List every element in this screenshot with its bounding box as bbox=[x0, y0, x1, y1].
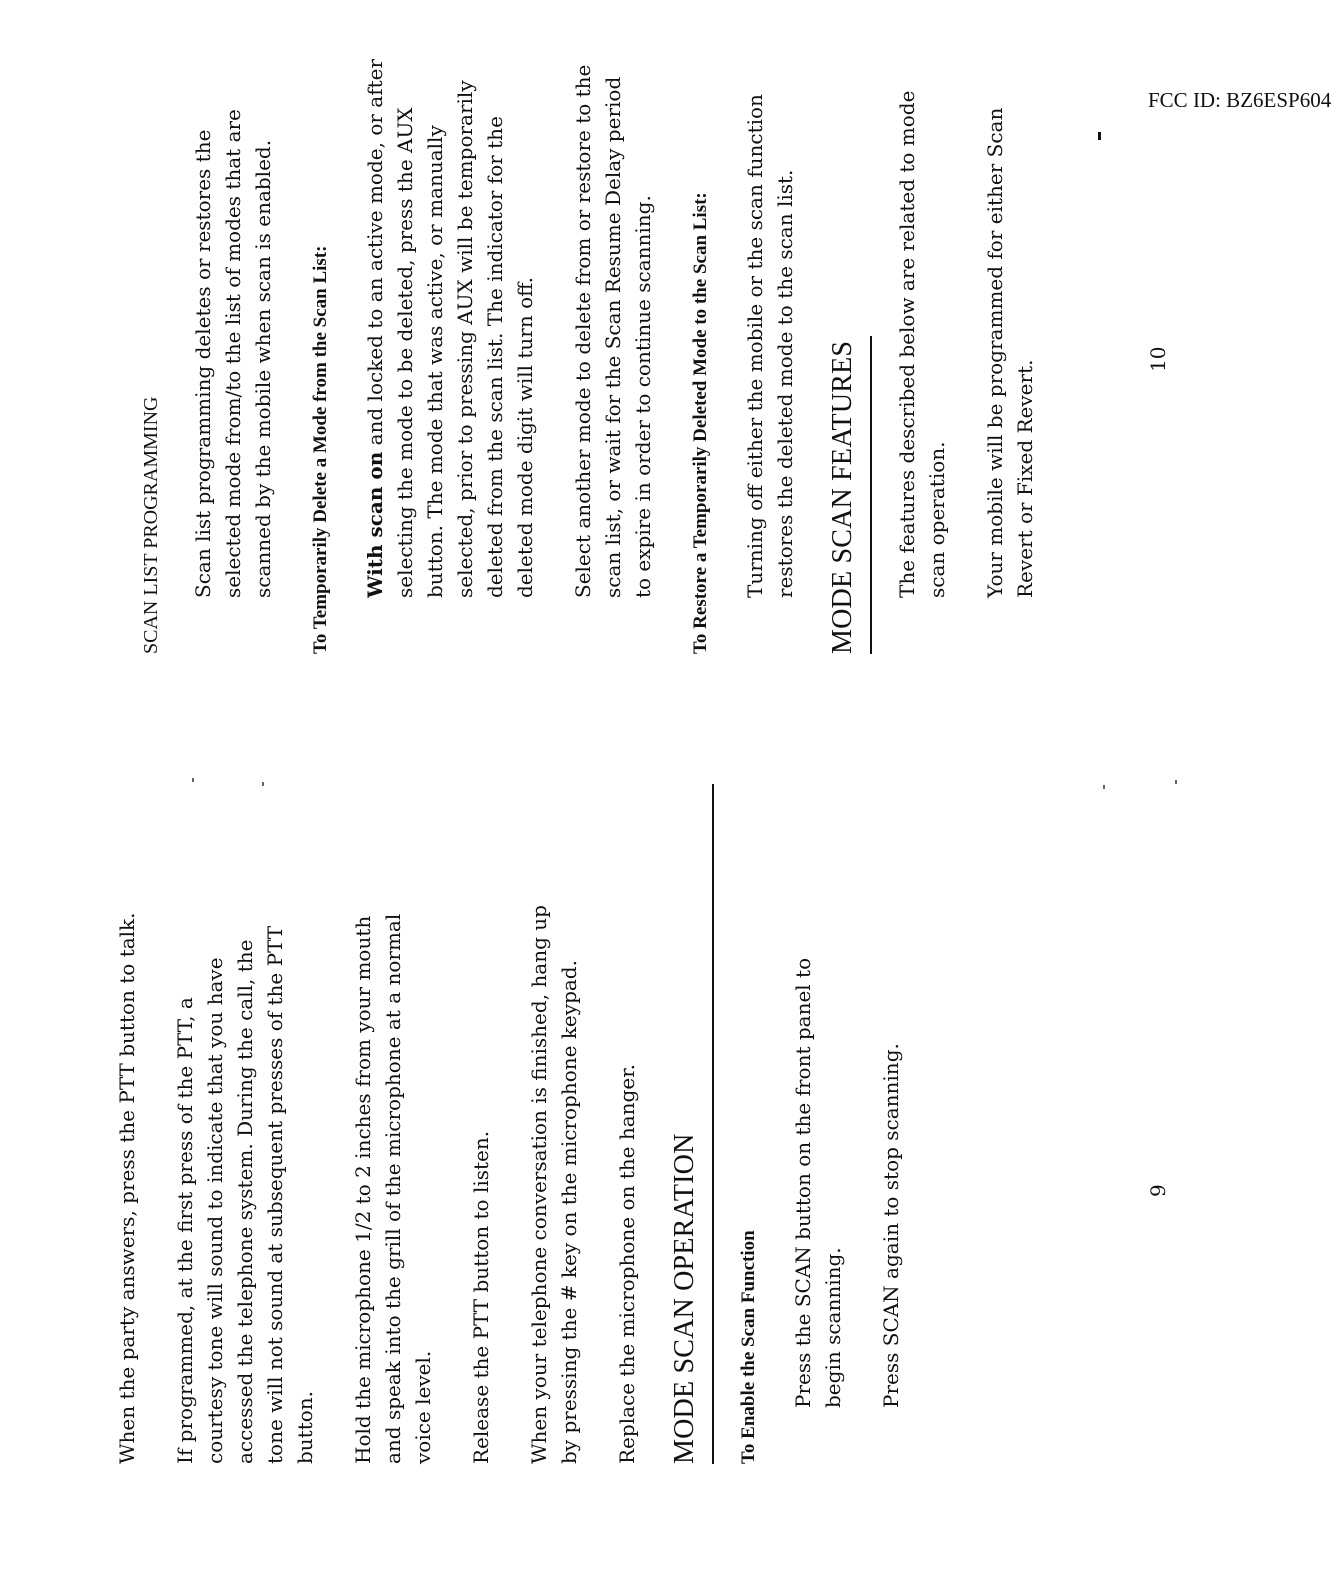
left-paragraph-8: Press SCAN again to stop scanning. bbox=[879, 1043, 903, 1408]
right-paragraph-6: Your mobile will be programmed for either Scan Revert or Fixed Revert. bbox=[983, 107, 1037, 598]
delete-mode-heading: To Temporarily Delete a Mode from the Scan List: bbox=[310, 245, 331, 654]
section-rule bbox=[712, 784, 714, 1464]
scan-speck bbox=[1175, 780, 1177, 784]
scan-speck bbox=[262, 782, 264, 786]
left-page-column bbox=[112, 904, 934, 1464]
page-number-right: 10 bbox=[1146, 346, 1170, 372]
section-title-mode-scan-features: MODE SCAN FEATURES bbox=[827, 340, 858, 654]
right-paragraph-5: The features described below are related to mode scan operation. bbox=[895, 90, 949, 598]
right-paragraph-2 bbox=[360, 54, 540, 654]
enable-scan-heading: To Enable the Scan Function bbox=[738, 1230, 759, 1464]
section-title-mode-scan-operation: MODE SCAN OPERATION bbox=[669, 1133, 700, 1464]
left-paragraph-4: Release the PTT button to listen. bbox=[469, 1130, 493, 1464]
fcc-mark bbox=[1098, 132, 1101, 140]
right-paragraph-4: Turning off either the mobile or the scan function restores the deleted mode to the scan list. bbox=[743, 94, 797, 598]
left-paragraph-2: If programmed, at the first press of the PTT, a courtesy tone will sound to indicate that you have accessed the telephone system. During the call, the tone will not sound at subsequent presses of the PTT button. bbox=[173, 925, 317, 1464]
scan-speck bbox=[1103, 785, 1105, 789]
right-paragraph-2-text: and locked to an active mode, or after selecting the mode to be deleted, press the AUX button. The mode that was active, or manually selected, prior to pressing AUX will be temporarily deleted from the scan list. The indicator for the deleted mode digit will turn off. bbox=[363, 58, 537, 598]
section-rule bbox=[870, 336, 872, 654]
scan-list-programming-title: SCAN LIST PROGRAMMING bbox=[140, 396, 162, 654]
right-paragraph-3: Select another mode to delete from or restore to the scan list, or wait for the Scan Resume Delay period to expire in order to continue scanning. bbox=[571, 64, 655, 598]
left-paragraph-5: When your telephone conversation is finished, hang up by pressing the # key on the microphone keypad. bbox=[527, 905, 581, 1464]
left-paragraph-1: When the party answers, press the PTT button to talk. bbox=[115, 912, 139, 1464]
page-number-left: 9 bbox=[1146, 1184, 1170, 1197]
fcc-id: FCC ID: BZ6ESP604 bbox=[1148, 88, 1331, 112]
scan-on-emphasis: With scan on bbox=[363, 451, 387, 598]
left-paragraph-3: Hold the microphone 1/2 to 2 inches from your mouth and speak into the grill of the microphone at a normal voice level. bbox=[351, 913, 435, 1464]
scan-speck bbox=[192, 778, 194, 782]
left-paragraph-6: Replace the microphone on the hanger. bbox=[615, 1064, 639, 1464]
restore-mode-heading: To Restore a Temporarily Deleted Mode to the Scan List: bbox=[690, 192, 711, 654]
right-page-column bbox=[136, 54, 1068, 654]
left-paragraph-7: Press the SCAN button on the front panel to begin scanning. bbox=[791, 957, 845, 1408]
right-paragraph-1: Scan list programming deletes or restores the selected mode from/to the list of modes that are scanned by the mobile when scan is enabled. bbox=[191, 109, 275, 598]
